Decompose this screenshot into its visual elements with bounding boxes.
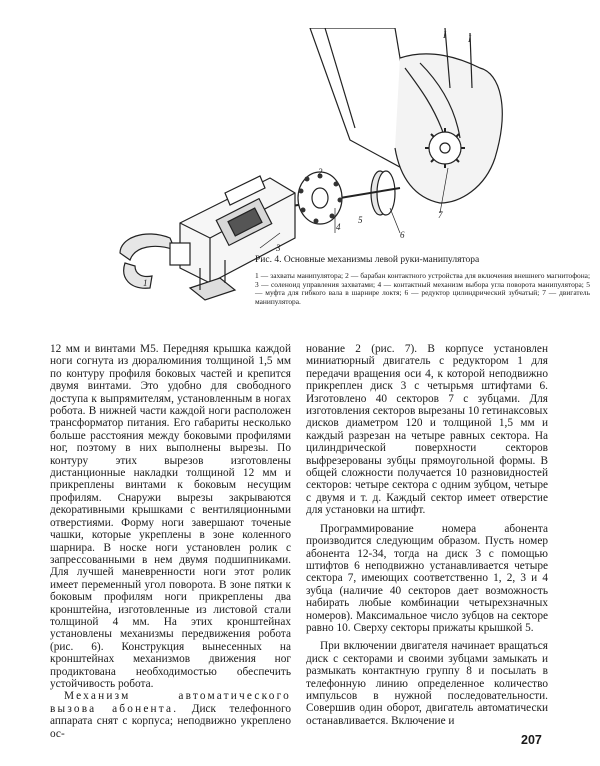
label-5: 5 (358, 215, 363, 225)
label-i-right: I (468, 34, 471, 44)
page-number: 207 (521, 733, 542, 747)
left-column (50, 343, 291, 740)
label-1: 1 (143, 278, 148, 288)
paragraph: 12 мм и винтами М5. Передняя крышка каждой ноги согнута из дюралюминия толщиной 1,5 мм по контуру профиля боковых частей и крепится двумя винтами. Это удобно для свободного доступа к выпрямителям, установленным в ногах робота. В нижней части каждой ноги расположен трансформатор питания. Его габариты несколько больше расстояния между боковыми профилями ног, поэтому в них выполнены вырезы. По контуру этих вырезов изготовлены дистанционные накладки толщиной 12 мм и прикреплены винтами к боковым несущим профилям. Снаружи вырезы закрываются декоративными крышками с вентиляционными отверстиями. Форму ноги завершают точеные чашки, которые укреплены в зоне коленного шарнира. В носке ноги установлен ролик с запрессованными в нем двумя подшипниками. Для лучшей маневренности ноги этот ролик имеет переменный угол поворота. В зоне пятки к боковым профилям ноги прикреплены два кронштейна, изготовленные из листовой стали толщиной 4 мм. На этих кронштейнах установлены механизмы передвижения робота (рис. 6). Конструкция вынесенных на кронштейнах механизмов движения ног продиктована необходимостью обеспечить устойчивость робота. (50, 343, 291, 690)
figure-caption (255, 255, 590, 306)
label-2: 2 (318, 167, 323, 177)
label-4: 4 (336, 222, 341, 232)
paragraph: нование 2 (рис. 7). В корпусе установлен миниатюрный двигатель с редуктором 1 для передачи вращения оси 4, к которой неподвижно прикреплен диск 3 с четырьмя штифтами 6. Изготовлено 40 секторов 7 с зубцами. Для изготовления секторов вырезаны 10 гетинаксовых дисков диаметром 120 и толщиной 1,5 мм и каждый разрезан на четыре равных сектора. На цилиндрической поверхности секторов выфрезерованы зубцы прямоугольной формы. В общей сложности получается 10 разновидностей секторов: четыре сектора с одним зубцом, четыре с двумя и т. д. Каждый сектор имеет отверстие для установки на штифт. (306, 343, 548, 517)
section-heading: Механизм автоматического вызова абонента. (50, 690, 291, 715)
label-i-left: I (443, 30, 446, 40)
label-3: 3 (276, 243, 281, 253)
paragraph-text: Диск телефонного аппарата снят с корпуса; неподвижно укреплено ос- (50, 702, 291, 740)
paragraph: При включении двигателя начинает вращаться диск с секторами и своими зубцами замыкать и размыкать контактную группу 8 и посылать в телефонную линию определенное количество импульсов в нужной последовательности. Совершив один оборот, двигатель автоматически останавливается. Включение и (306, 640, 548, 727)
figure-title: Рис. 4. Основные механизмы левой руки-манипулятора (255, 255, 480, 265)
label-7: 7 (438, 210, 443, 220)
paragraph-auto-call (50, 690, 291, 740)
right-column (306, 343, 548, 727)
label-6: 6 (400, 230, 405, 240)
figure-legend: 1 — захваты манипулятора; 2 — барабан контактного устройства для включения внешнего магнитофона; 3 — соленоид управления захватами; 4 — контактный механизм выбора угла поворота манипулятора; 5 — муфта для гибкого вала в шарнире локтя; 6 — редуктор цилиндрический зубчатый; 7 — двигатель манипулятора. (255, 271, 590, 306)
paragraph: Программирование номера абонента производится следующим образом. Пусть номер абонента 12-34, тогда на диск 3 с помощью штифтов 6 неподвижно устанавливается четыре сектора 7, имеющих соответственно 1, 2, 3 и 4 зубца (наличие 40 секторов дает возможность набирать любые комбинации четырехзначных номеров). Максимальное число зубцов на секторе равно 10. Сверху секторы прижаты крышкой 5. (306, 522, 548, 634)
